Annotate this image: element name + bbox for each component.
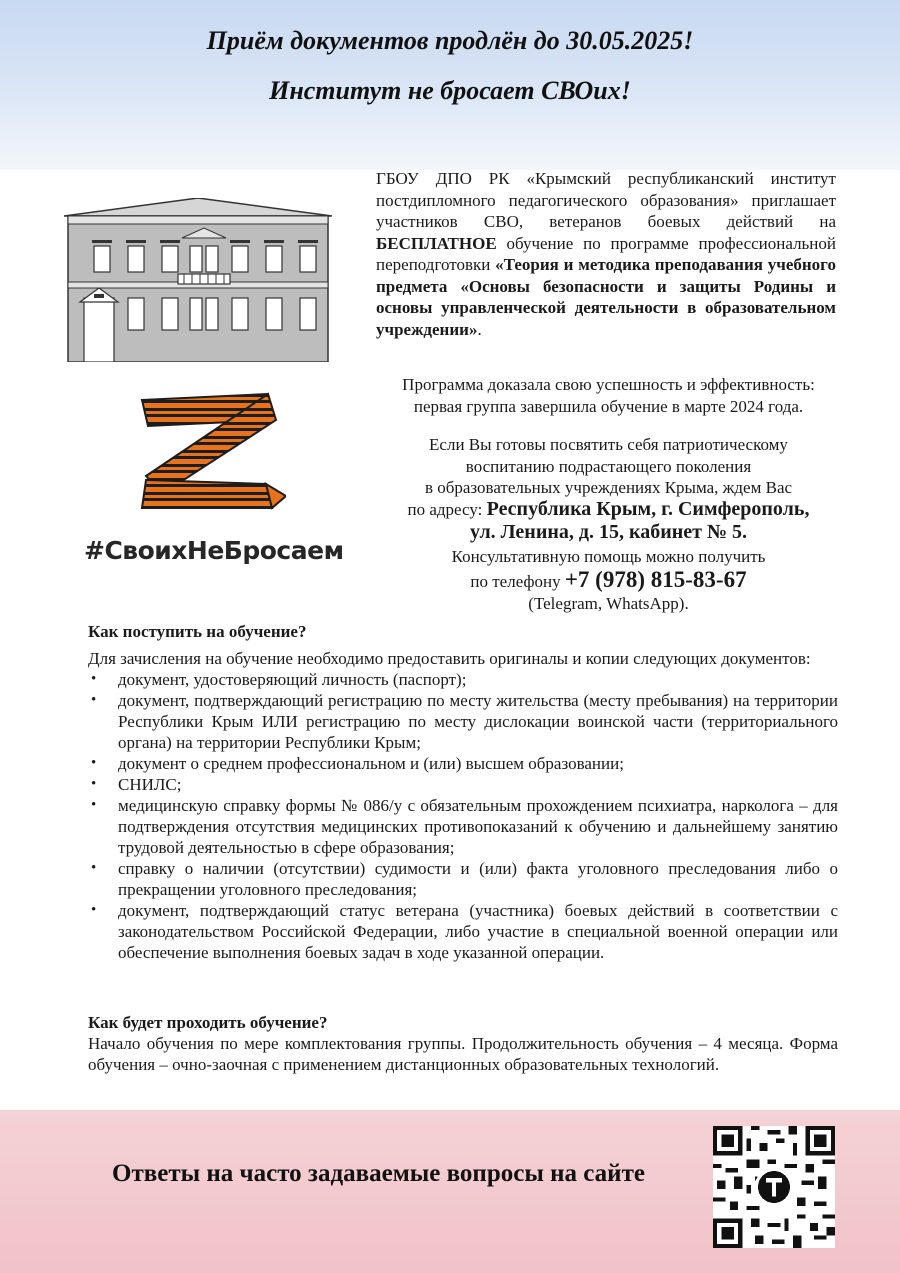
success-line-2: первая группа завершила обучение в марте 2024 года. (413, 396, 804, 416)
phone-prefix: по телефону (470, 572, 565, 591)
list-item: • документ, подтверждающий регистрацию по месту жительства (месту пребывания) на территории Республики Крым ИЛИ регистрацию по месту дислокации воинской части (территориального органа) на территории Республики Крым; (91, 691, 838, 752)
messengers: (Telegram, WhatsApp). (528, 593, 689, 613)
list-item: • медицинскую справку формы № 086/у с обязательным прохождением психиатра, нарколога – для подтверждения отсутствия медицинских противопоказаний к обучению и дальнейшему занятию трудовой деятельностью в сфере образования; (91, 796, 838, 857)
success-line-1: Программа доказала свою успешность и эффективность: (402, 375, 815, 394)
address-line-1: Республика Крым, г. Симферополь, (486, 497, 810, 520)
bullet-glyph: • (91, 671, 97, 687)
contact-line-2: воспитанию подрастающего поколения (465, 456, 752, 476)
intro-text-3: . (477, 319, 482, 339)
hashtag-text: #СвоихНеБросаем (84, 536, 344, 565)
address-prefix: по адресу: (407, 499, 487, 519)
list-item: • документ, подтверждающий статус ветерана (участника) боевых действий в соответствии с законодательством Российской Федерации, либо участие в специальной военной операции или обеспечение выполнения боевых задач в ходе указанной операции. (91, 901, 838, 962)
headline-deadline: Приём документов продлён до 30.05.2025! (206, 26, 694, 55)
intro-paragraph (376, 168, 836, 340)
bullet-glyph: • (91, 692, 97, 708)
institute-building-image (64, 198, 332, 362)
contact-line-1: Если Вы готовы посвятить себя патриотическому (429, 435, 788, 454)
how-to-apply-lead: Для зачисления на обучение необходимо предоставить оригиналы и копии следующих документов: (88, 649, 811, 668)
how-it-goes-text: Начало обучения по мере комплектования группы. Продолжительность обучения – 4 месяца. Форма обучения – очно-заочная с применением дистанционных образовательных технологий. (88, 1034, 838, 1074)
address-line-2: ул. Ленина, д. 15, кабинет № 5. (469, 521, 748, 543)
z-ribbon-icon (136, 390, 286, 520)
intro-text-1: ГБОУ ДПО РК «Крымский республиканский институт постдипломного педагогического образования» приглашает участников СВО, ветеранов боевых действий на (376, 169, 836, 231)
how-to-apply-section (88, 621, 838, 963)
list-item: • документ о среднем профессиональном и (или) высшем образовании; (91, 754, 624, 773)
bullet-glyph: • (91, 860, 97, 876)
list-item: • СНИЛС; (91, 775, 182, 794)
documents-list (88, 669, 838, 963)
bullet-glyph: • (91, 797, 97, 813)
qr-code-icon[interactable] (713, 1126, 835, 1248)
contact-block (376, 434, 841, 614)
bullet-glyph: • (91, 902, 97, 918)
headline-slogan: Институт не бросает СВОих! (269, 76, 631, 105)
list-item: • документ, удостоверяющий личность (паспорт); (91, 670, 467, 689)
contact-line-3: в образовательных учреждениях Крыма, ждем Вас (424, 478, 793, 497)
how-to-apply-title: Как поступить на обучение? (88, 622, 307, 641)
bullet-glyph: • (91, 776, 97, 792)
contact-line-5: Консультативную помощь можно получить (451, 546, 766, 566)
faq-note: Ответы на часто задаваемые вопросы на сайте (112, 1160, 645, 1187)
intro-text-2: обучение по программе профессиональной переподготовки (376, 233, 836, 274)
list-item: • справку о наличии (отсутствии) судимости и (или) факта уголовного преследования либо о прекращении уголовного преследования; (91, 859, 838, 899)
success-note (376, 374, 841, 417)
how-it-goes-title: Как будет проходить обучение? (88, 1013, 328, 1032)
z-ribbon-logo (64, 376, 342, 574)
how-it-goes-section (88, 1012, 838, 1075)
free-highlight: БЕСПЛАТНОЕ (376, 233, 497, 253)
program-name: «Теория и методика преподавания учебного предмета «Основы безопасности и защиты Родины и основы управленческой деятельности в образовательном учреждении» (376, 255, 836, 339)
phone-number: +7 (978) 815-83-67 (564, 567, 747, 592)
bullet-glyph: • (91, 755, 97, 771)
